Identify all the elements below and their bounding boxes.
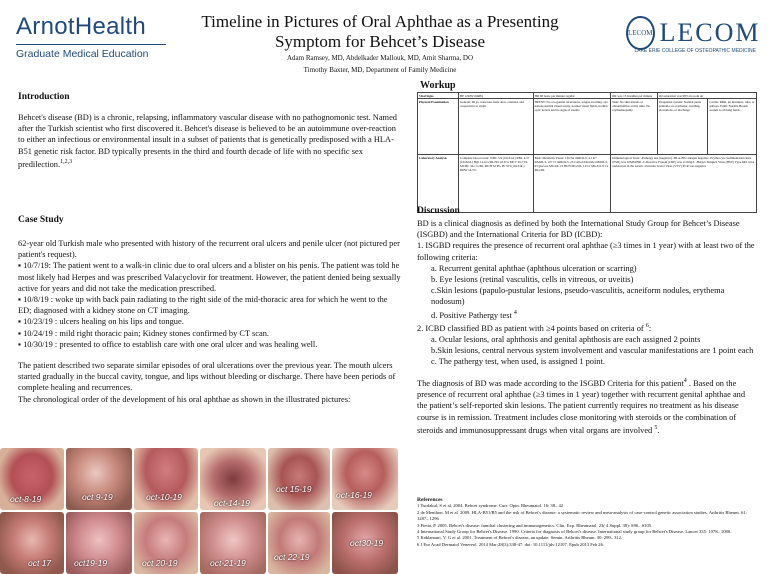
lip-photo (200, 448, 266, 510)
photo-label: oct-10-19 (146, 492, 182, 502)
diagnosis-citation: 4 (683, 378, 687, 385)
title-line-1: Timeline in Pictures of Oral Aphthae as a Presenting (201, 12, 559, 31)
oral-aphthae-photo-grid (0, 448, 398, 574)
photo-label: oct 9-19 (82, 492, 113, 502)
photo-label: oct-14-19 (214, 498, 250, 508)
icbd-criteria-text: 2. ICBD classified BD as patient with ≥4 points based on criteria of (417, 323, 646, 333)
poster-title (190, 12, 570, 52)
criterion-d-text: d. Positive Pathergy test (431, 310, 514, 320)
photo-label: oct 17 (28, 558, 52, 568)
reference-item: 2 de Menthon, M et al. 2009. HLA-B51/B5 and the risk of Behcet's disease: a systematic review and meta-analysis of case-control genetic association studies. Arthritis Rheum. 61: 1287– 1296 (417, 509, 747, 522)
lip-photo (268, 512, 330, 574)
case-episodes: The patient described two separate similar episodes of oral ulcerations over the previous year. The mouth ulcers started gradually in the buccal cavity, tongue, and lips without bleeding or discharge. There have been periods of complete healing and recurrences. (18, 361, 396, 393)
case-item: ▪ 10/30/19 : presented to office to establish care with one oral ulcer and was healing well. (18, 339, 318, 349)
reference-item: 3 Fietta, P. 2005. Behcet's disease: familial clustering and immunogenetics. Clin. Exp. Rheumatol. 23( 4 Suppl. 38): S96– S105. (417, 522, 653, 528)
lip-photo (66, 448, 132, 510)
photo-label: oct19-19 (74, 558, 108, 568)
case-item: ▪ 10/8/19 : woke up with back pain radiating to the right side of the mid-thoracic area for which he went to the ED; diagnosed with a kidney stone on CT imaging. (18, 295, 388, 316)
criterion-a: a. Recurrent genital aphthae (aphthous ulceration or scarring) (431, 263, 637, 273)
case-item: ▪ 10/7/19: The patient went to a walk-in clinic due to oral ulcers and a blister on his penis. The patient was told he most likely had Herpes and was prescribed Valacyclovir for treatment. However, the patient denied being sexually active for years and did not take the medication prescribed. (18, 261, 401, 293)
table-cell: BP 129/82 mmHg (459, 93, 534, 99)
references (417, 497, 757, 548)
intro-heading: Introduction (18, 92, 70, 102)
photo-label: oct 22-19 (274, 552, 310, 562)
table-row-label: Vital Signs (418, 93, 459, 99)
intro-text (18, 112, 403, 170)
isgbd-criteria: 1. ISGBD requires the presence of recurrent oral aphthae (≥3 times in 1 year) with at least two of the following criteria: (417, 241, 755, 262)
references-heading: References (417, 497, 443, 503)
table-cell: Immunological Tests: -Pathergy test (negative) -HLA-B51 antigen negative -Erythrocyte Sedimentation Rate (ESR) was 10MM/HR -C-Reactive Protein (CRP) was 11.0mg/L -Herpes Simplex Virus (HSV) Type I&2 were undetected in the serum -Varicella Zoster Virus (VZV) PCR was negative (611, 155, 757, 213)
photo-label: oct 20-19 (142, 558, 178, 568)
case-body (18, 238, 403, 405)
diagnosis-text-start: The diagnosis of BD was made according to the ISGBD Criteria for this patient (417, 379, 684, 389)
photo-label: oct 15-19 (276, 484, 312, 494)
icbd-criteria (417, 321, 757, 334)
discussion-heading: Discussion (417, 206, 460, 216)
criterion-b: b. Eye lesions (retinal vasculitis, cells in vitreous, or uveitis) (431, 275, 634, 285)
lecom-logo-subtitle: LAKE ERIE COLLEGE OF OSTEOPATHIC MEDICINE (634, 48, 756, 54)
lip-photo (268, 448, 330, 510)
table-cell: O2 saturation was 98% in room air (657, 93, 756, 99)
reference-item: 6 J Eur Acad Dermatol Venereol. 2014 Mar;28(3):338-47. doi: 10.1111/jdv.12107. Epub 2013 Feb 26. (417, 541, 605, 547)
lip-photo (332, 448, 398, 510)
lip-photo (66, 512, 132, 574)
diagnosis-text-end: . (657, 425, 660, 435)
photo-label: oct-21-19 (210, 558, 246, 568)
table-cell: HR 68 beats per minute regular (533, 93, 611, 99)
table-cell: General: 60 yo conscious male alert, oriented, and cooperative to exam. (459, 99, 534, 155)
lecom-logo-text: LECOM (659, 18, 761, 47)
table-cell: RR was 15 breathes per minute (611, 93, 657, 99)
photo-label: oct-8-19 (10, 494, 42, 504)
workup-heading: Workup (420, 80, 456, 91)
intro-body: Behcet's disease (BD) is a chronic, relapsing, inflammatory vascular disease with no pathognomonic test. Named after the Turkish scientist who first discovered it. Behcet's disease is believed to be an autoimmune over-reaction to either an infectious or environmental insult in a subset of patients that is genetically predisposed with a HLA-B51 genetic risk factor. BD typically presents in the third and fourth decade of life with no specific sex predilection. (18, 113, 397, 169)
discussion-body (417, 218, 757, 436)
diagnosis-paragraph (417, 376, 757, 436)
case-intro: 62-year old Turkish male who presented with history of the recurrent oral ulcers and penile ulcer (not pictured per patient's request). (18, 239, 400, 260)
arnot-health-logo (16, 14, 176, 60)
table-cell: Skin: No skin lesions or abnormalities at this time. No erythemaopathy (611, 99, 657, 155)
lecom-logo (626, 16, 761, 54)
icbd-point-a: a. Ocular lesions, oral aphthosis and genital aphthosis are each assigned 2 points (431, 334, 701, 344)
arnot-logo-text: ArnotHealth (16, 13, 147, 40)
discussion-intro: BD is a clinical diagnosis as defined by both the International Study Group for Behcet’s Disease (ISGBD) and the International Criteria for BD (ICBD): (417, 219, 740, 240)
lip-photo (134, 448, 198, 510)
reference-item: 4 International Study Group for Behcet's Disease. 1990. Criteria for diagnosis of Behcet's disease. International study group for Behcet's Disease. Lancet 335: 1078– 1080. (417, 529, 732, 535)
table-row (418, 155, 757, 213)
criterion-d-citation: 4 (513, 309, 517, 316)
table-cell: Cardio: RRR, no murmurs, rubs, or gallops. Pulm: Normal Breath sounds to all lung fields. (708, 99, 757, 155)
intro-citation: 1,2,3 (60, 158, 73, 165)
treatment-citation: 5 (654, 424, 658, 431)
authors-line-2: Timothy Baxter, MD, Department of Family Medicine (303, 66, 457, 74)
table-cell: Basic Metabolic Panel: 139 Na mMOL/L 4.1 K+ mMOL/L 107 Cl mMOL/L 23 Carbon Dioxide mMOL/L 93 glucose MG/DL 19 BUN MG/DL 1.0 Cr MG/DL 9 Ca MG/DL (533, 155, 611, 213)
case-item: ▪ 10/23/19 : ulcers healing on his lips and tongue. (18, 317, 184, 327)
criterion-c: c.Skin lesions (papulo-pustular lesions, pseudo-vasculitis, acneiform nodules, erythema nodosum) (431, 286, 725, 307)
photo-label: oct30-19 (350, 538, 384, 548)
icbd-criteria-end: : (648, 323, 652, 333)
photo-label: oct-16-19 (336, 490, 372, 500)
lip-photo (332, 512, 398, 574)
reference-item: 1 Yurdakul, S et al. 2004. Behcet syndrome. Curr. Opin. Rheumatol. 16: 38– 42 (417, 503, 564, 509)
icbd-point-b: b.Skin lesions, central nervous system involvement and vascular manifestations are 1 point each (431, 345, 754, 355)
table-cell: Urogenital system: Normal penis genitalia, no erythema, swelling, ulcerations, or discharge. (657, 99, 708, 155)
diagnosis-text: . Based on the presence of recurrent oral aphthae (≥3 times in 1 year) together with recurrent genital aphthae and the patient’s self-reported skin lesions. The patient currently requires no treatment as his disease course is in remission. Treatment includes close monitoring with steroids or the combination of steroids and immunosuppressant drugs when vital organs are involved (417, 379, 746, 435)
lip-photo (134, 512, 198, 574)
icbd-point-c: c. The pathergy test, when used, is assigned 1 point. (431, 357, 605, 367)
workup-table (417, 92, 757, 213)
title-line-2: Symptom for Behcet’s Disease (274, 32, 486, 51)
case-item: ▪ 10/24/19 : mild right thoracic pain; Kidney stones confirmed by CT scan. (18, 328, 269, 338)
reference-item: 5 Kaklamani, V. G et al. 2001. Treatment of Behcet's disease–an update. Semin. Arthritis Rheum. 30: 299– 312. (417, 535, 623, 541)
table-row-label: Laboratory Analysis (418, 155, 459, 213)
authors (190, 52, 570, 76)
lecom-seal-icon: LECOM (626, 16, 655, 50)
criterion-d (417, 308, 757, 321)
case-pictures-intro: The chronological order of the development of his oral aphthae as shown in the illustrated pictures: (18, 394, 351, 404)
lip-photo (0, 512, 64, 574)
table-cell: Complete blood count: WBC 5.9 (10x3/uL) RBC 4.57 (10x6/uL) Hgb 14.6 G/DL Hct 43.8 % MCV 95.7 FL MCHC 34.1 G/DL MCH 32 PG Plt 353 (10x3/uL) RDW 14.5% (459, 155, 534, 213)
lip-photo (200, 512, 266, 574)
arnot-logo-subtitle: Graduate Medical Education (16, 44, 166, 60)
table-row-label: Physical Examination (418, 99, 459, 155)
icbd-citation: 6 (645, 322, 649, 329)
case-heading: Case Study (18, 215, 64, 225)
table-cell: HEENT: No oro-genital ulcerations, tongue swelling, eye lesions,normal visual acuity, normal visual fields, normal optic nerves and no signs of uveitis (533, 99, 611, 155)
lip-photo (0, 448, 64, 510)
authors-line-1: Adam Ramsey, MD, Abdelkader Mallouk, MD, Amit Sharma, DO (287, 54, 473, 62)
table-row (418, 99, 757, 155)
